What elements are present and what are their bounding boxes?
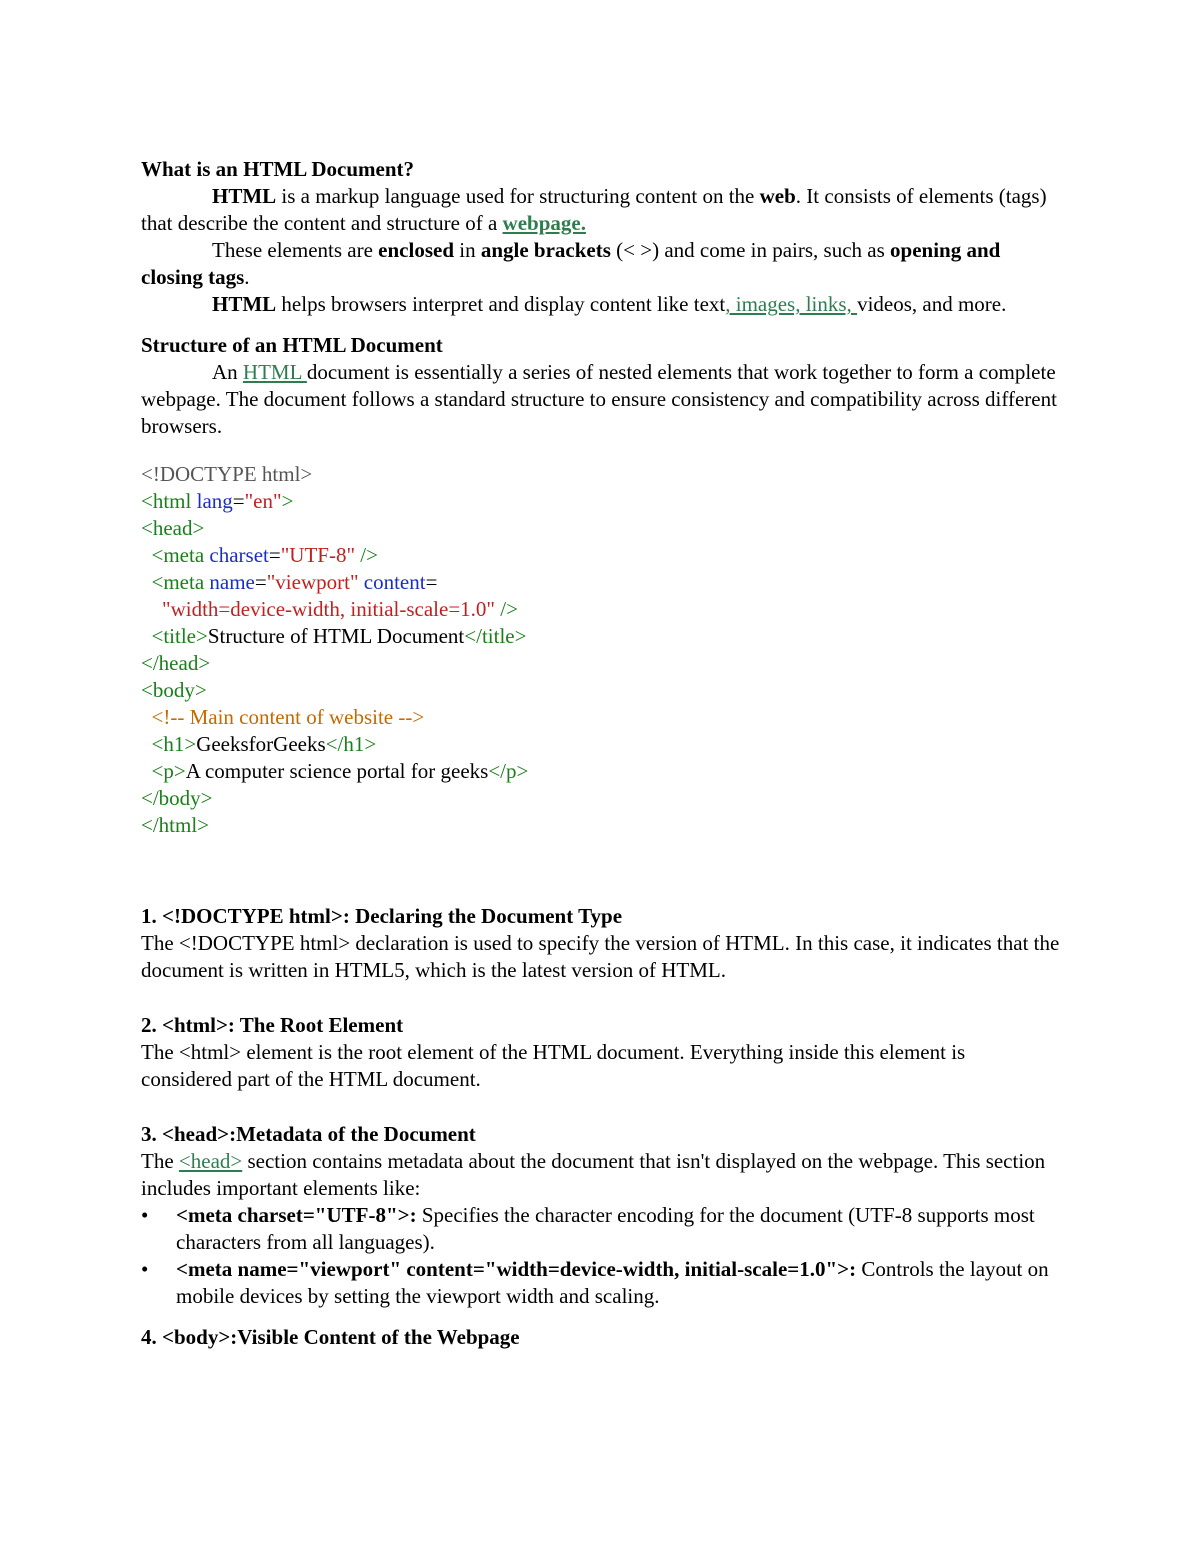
code-line: <title>Structure of HTML Document</title> xyxy=(141,624,527,648)
bullet-icon: • xyxy=(141,1203,149,1227)
section-text: The <html> element is the root element of the HTML document. Everything inside this element is considered part of the HTML document. xyxy=(141,1040,966,1091)
list-item: • <meta name="viewport" content="width=device-width, initial-scale=1.0">: Controls the layout on mobile devices by setting the viewport width and scaling. xyxy=(141,1257,1049,1308)
section-heading: 2. <html>: The Root Element xyxy=(141,1013,404,1037)
code-line: <head> xyxy=(141,516,205,540)
list-item: • <meta charset="UTF-8">: Specifies the character encoding for the document (UTF-8 supports most characters from all languages). xyxy=(141,1203,1035,1254)
structure-paragraph: An HTML document is essentially a series of nested elements that work together to form a complete webpage. The document follows a standard structure to ensure consistency and compatibility across different browsers. xyxy=(141,360,1057,438)
code-line: "width=device-width, initial-scale=1.0" /> xyxy=(141,597,518,621)
bullet-icon: • xyxy=(141,1257,149,1281)
link-html[interactable]: HTML xyxy=(242,360,307,384)
section-body xyxy=(141,1324,1061,1351)
code-line: <meta name="viewport" content= xyxy=(141,570,438,594)
document-page xyxy=(141,156,1061,1351)
code-line: <html lang="en"> xyxy=(141,489,294,513)
intro-paragraph-1: HTML is a markup language used for structuring content on the web. It consists of elements (tags) that describe the content and structure of a webpage. xyxy=(141,184,1047,235)
code-line: <meta charset="UTF-8" /> xyxy=(141,543,378,567)
intro-paragraph-2: These elements are enclosed in angle brackets (< >) and come in pairs, such as opening and closing tags. xyxy=(141,238,1001,289)
code-line: </html> xyxy=(141,813,210,837)
link-webpage[interactable]: webpage. xyxy=(502,211,586,235)
link-links[interactable]: links, xyxy=(800,292,858,316)
code-line: <body> xyxy=(141,678,207,702)
code-line: <h1>GeeksforGeeks</h1> xyxy=(141,732,377,756)
code-line: </head> xyxy=(141,651,211,675)
section-head xyxy=(141,1121,1061,1310)
section-text: The <!DOCTYPE html> declaration is used to specify the version of HTML. In this case, it indicates that the document is written in HTML5, which is the latest version of HTML. xyxy=(141,931,1060,982)
bold-web: web xyxy=(759,184,796,208)
intro-paragraph-3: HTML helps browsers interpret and display content like text, images, links, videos, and more. xyxy=(212,292,1007,316)
heading-structure: Structure of an HTML Document xyxy=(141,333,443,357)
section-heading: 1. <!DOCTYPE html>: Declaring the Document Type xyxy=(141,904,623,928)
code-line: <!-- Main content of website --> xyxy=(141,705,425,729)
section-text: The <head> section contains metadata about the document that isn't displayed on the webpage. This section includes important elements like: xyxy=(141,1149,1046,1200)
bold-html: HTML xyxy=(212,184,277,208)
link-images[interactable]: , images, xyxy=(725,292,801,316)
section-html xyxy=(141,1012,1061,1093)
section-heading: 3. <head>:Metadata of the Document xyxy=(141,1122,476,1146)
meta-list xyxy=(141,1202,1061,1310)
code-line: <!DOCTYPE html> xyxy=(141,462,313,486)
link-head[interactable]: <head> xyxy=(178,1149,243,1173)
code-line: </body> xyxy=(141,786,213,810)
heading-what-is-html: What is an HTML Document? xyxy=(141,157,415,181)
code-example xyxy=(141,461,1061,839)
section-heading: 4. <body>:Visible Content of the Webpage xyxy=(141,1325,520,1349)
section-doctype xyxy=(141,903,1061,984)
code-line: <p>A computer science portal for geeks</p> xyxy=(141,759,529,783)
